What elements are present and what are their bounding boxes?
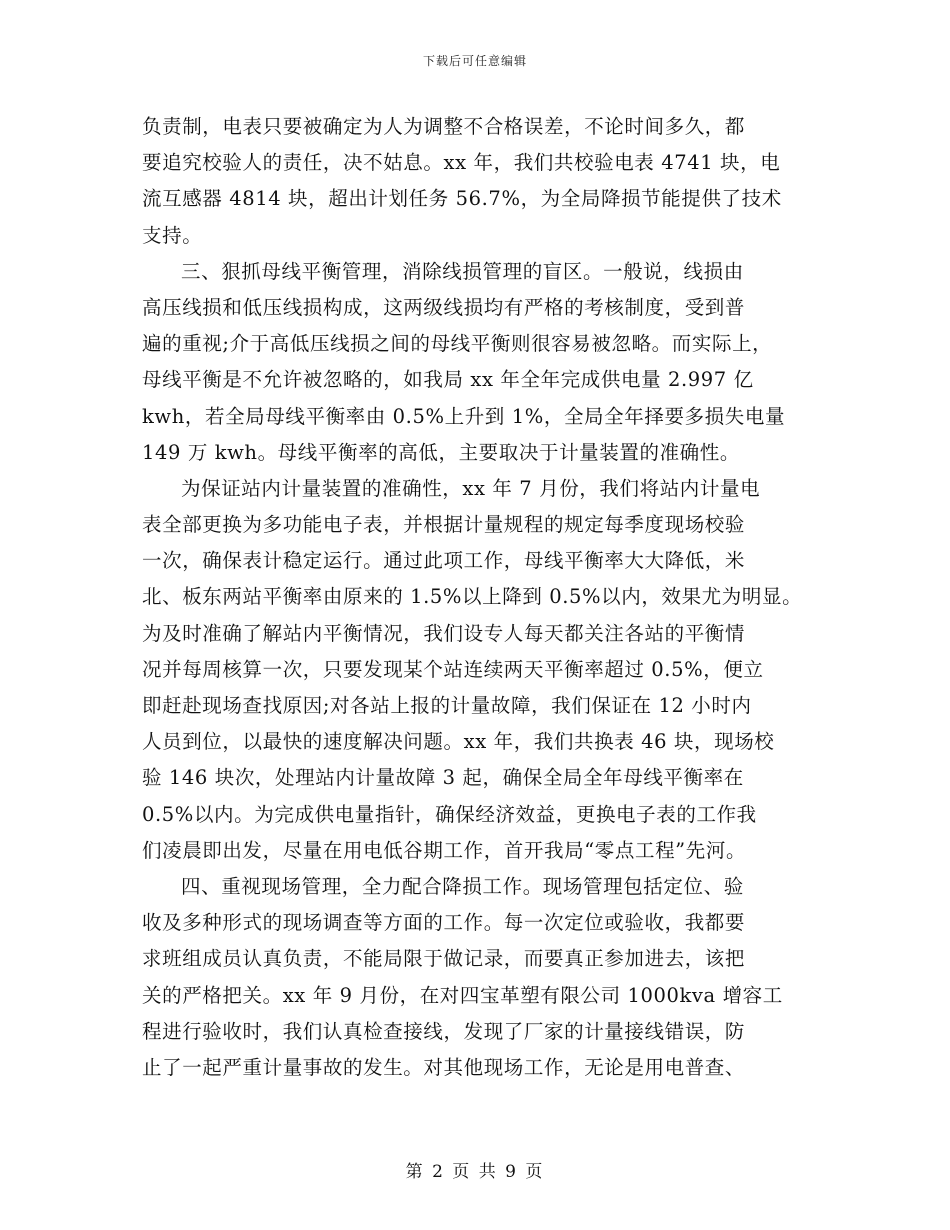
text-line: 止了一起严重计量事故的发生。对其他现场工作，无论是用电普查、: [142, 1055, 746, 1079]
text-line: 们凌晨即出发，尽量在用电低谷期工作，首开我局“零点工程”先河。: [142, 838, 747, 862]
text-line: 程进行验收时，我们认真检查接线，发现了厂家的计量接线错误，防: [142, 1019, 746, 1043]
text-line: 人员到位，以最快的速度解决问题。xx 年，我们共换表 46 块，现场校: [142, 730, 775, 754]
text-line: kwh，若全局母线平衡率由 0.5%上升到 1%，全局全年择要多损失电量: [142, 404, 786, 428]
text-line: 为保证站内计量装置的准确性，xx 年 7 月份，我们将站内计量电: [181, 476, 761, 500]
text-line: 流互感器 4814 块，超出计划任务 56.7%，为全局降损节能提供了技术: [142, 187, 782, 211]
text-line: 一次，确保表计稳定运行。通过此项工作，母线平衡率大大降低，米: [142, 549, 746, 573]
text-line: 北、板东两站平衡率由原来的 1.5%以上降到 0.5%以内，效果尤为明显。: [142, 585, 803, 609]
text-line: 三、狠抓母线平衡管理，消除线损管理的盲区。一般说，线损由: [181, 259, 744, 283]
text-line: 母线平衡是不允许被忽略的，如我局 xx 年全年完成供电量 2.997 亿: [142, 368, 754, 392]
text-line: 负责制，电表只要被确定为人为调整不合格误差，不论时间多久，都: [142, 115, 746, 138]
text-line: 收及多种形式的现场调查等方面的工作。每一次定位或验收，我都要: [142, 911, 746, 935]
text-line: 验 146 块次，处理站内计量故障 3 起，确保全局全年母线平衡率在: [142, 766, 744, 790]
text-line: 四、重视现场管理，全力配合降损工作。现场管理包括定位、验: [181, 874, 744, 898]
page-number: 第 2 页 共 9 页: [405, 1162, 545, 1182]
text-line: 况并每周核算一次，只要发现某个站连续两天平衡率超过 0.5%，便立: [142, 657, 764, 681]
page-header-note: 下载后可任意编辑: [422, 54, 527, 68]
text-line: 高压线损和低压线损构成，这两级线损均有严格的考核制度，受到普: [142, 295, 746, 319]
text-line: 表全部更换为多功能电子表，并根据计量规程的规定每季度现场校验: [142, 513, 746, 537]
text-line: 149 万 kwh。母线平衡率的高低，主要取决于计量装置的准确性。: [142, 440, 740, 464]
text-line: 即赶赴现场查找原因;对各站上报的计量故障，我们保证在 12 小时内: [142, 694, 752, 717]
text-line: 要追究校验人的责任，决不姑息。xx 年，我们共校验电表 4741 块，电: [142, 151, 781, 175]
text-line: 遍的重视;介于高低压线损之间的母线平衡则很容易被忽略。而实际上，: [142, 332, 773, 356]
text-line: 为及时准确了解站内平衡情况，我们设专人每天都关注各站的平衡情: [142, 621, 746, 645]
text-line: 支持。: [142, 223, 203, 247]
document-body: [142, 109, 822, 1086]
text-line: 求班组成员认真负责，不能局限于做记录，而要真正参加进去，该把: [142, 947, 746, 971]
text-line: 关的严格把关。xx 年 9 月份，在对四宝革塑有限公司 1000kva 增容工: [142, 983, 783, 1007]
text-line: 0.5%以内。为完成供电量指针，确保经济效益，更换电子表的工作我: [142, 802, 757, 826]
